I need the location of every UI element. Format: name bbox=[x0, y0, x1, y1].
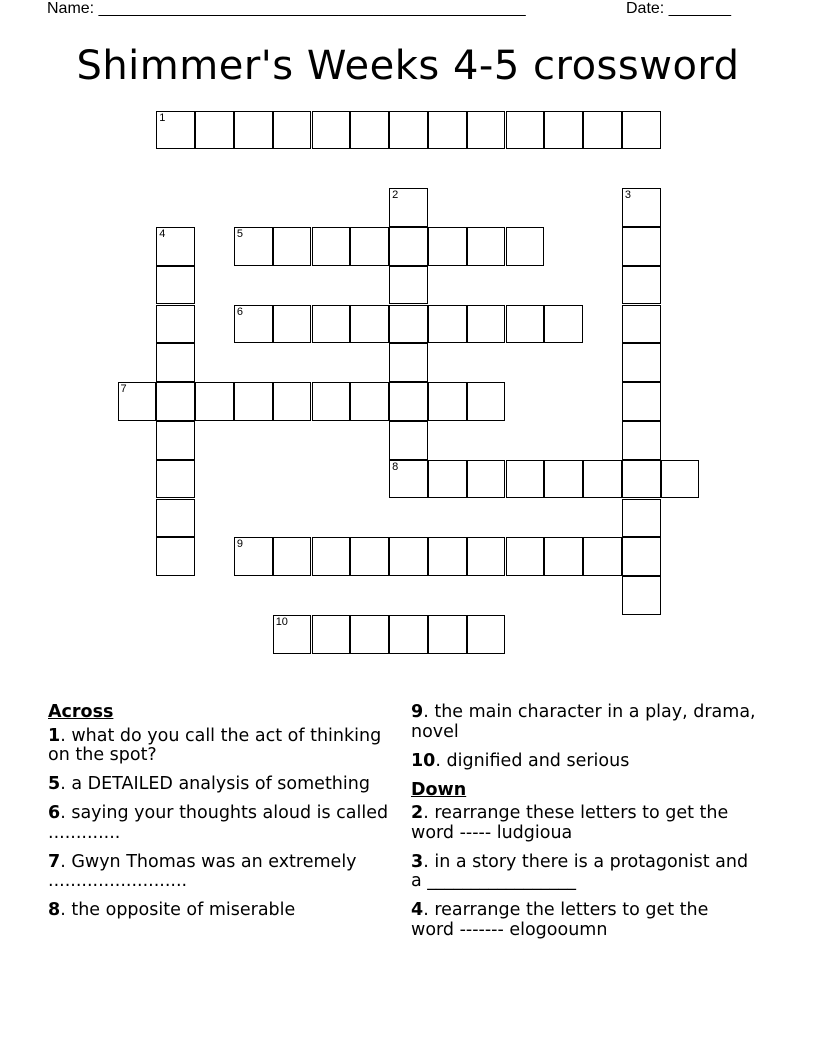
crossword-cell[interactable] bbox=[428, 305, 467, 344]
crossword-cell[interactable] bbox=[273, 111, 312, 150]
name-field[interactable]: Name: ________________________________________________ bbox=[47, 0, 526, 17]
crossword-cell[interactable] bbox=[156, 460, 195, 499]
crossword-cell[interactable] bbox=[312, 111, 351, 150]
crossword-cell[interactable] bbox=[195, 382, 234, 421]
crossword-cell[interactable] bbox=[195, 111, 234, 150]
crossword-cell[interactable] bbox=[234, 305, 273, 344]
crossword-cell[interactable] bbox=[312, 227, 351, 266]
crossword-cell[interactable] bbox=[350, 615, 389, 654]
clue-number: 8 bbox=[392, 460, 399, 473]
clue-number-label: 3 bbox=[411, 851, 424, 872]
clue-separator: . bbox=[435, 750, 441, 771]
clue-text: Gwyn Thomas was an extremely ......................... bbox=[48, 851, 357, 891]
clue-separator: . bbox=[60, 900, 66, 920]
crossword-cell[interactable] bbox=[156, 227, 195, 266]
crossword-cell[interactable] bbox=[506, 460, 545, 499]
crossword-cell[interactable] bbox=[622, 266, 661, 305]
crossword-cell[interactable] bbox=[273, 305, 312, 344]
crossword-cell[interactable] bbox=[312, 382, 351, 421]
across-heading: Across bbox=[48, 702, 114, 722]
clue-number: 3 bbox=[624, 189, 632, 202]
clue-number-label: 7 bbox=[48, 851, 61, 872]
crossword-cell[interactable] bbox=[428, 460, 467, 499]
crossword-cell[interactable] bbox=[156, 421, 195, 460]
crossword-cell[interactable] bbox=[467, 382, 506, 421]
clues-right-column bbox=[411, 703, 756, 950]
clue-number-label: 8 bbox=[48, 900, 61, 920]
clue-number-label: 5 bbox=[48, 774, 61, 794]
crossword-cell[interactable] bbox=[389, 460, 428, 499]
clue-number: 5 bbox=[236, 227, 244, 240]
crossword-cell[interactable] bbox=[156, 343, 195, 382]
crossword-cell[interactable] bbox=[428, 111, 467, 150]
clue-item bbox=[48, 727, 393, 766]
crossword-cell[interactable] bbox=[622, 382, 661, 421]
crossword-cell[interactable] bbox=[467, 460, 506, 499]
crossword-cell[interactable] bbox=[583, 537, 622, 576]
crossword-cell[interactable] bbox=[583, 460, 622, 499]
clue-item bbox=[411, 804, 756, 843]
clue-item bbox=[411, 703, 756, 742]
crossword-cell[interactable] bbox=[544, 460, 583, 499]
clue-text: in a story there is a protagonist and a _________________ bbox=[411, 851, 749, 891]
clue-number: 2 bbox=[392, 189, 399, 202]
clue-text: the opposite of miserable bbox=[65, 900, 296, 920]
clues-left-column bbox=[48, 703, 393, 930]
crossword-cell[interactable] bbox=[389, 227, 428, 266]
clue-text: saying your thoughts aloud is called ............. bbox=[48, 803, 389, 843]
clue-text: rearrange these letters to get the word ----- ludgioua bbox=[411, 803, 729, 843]
clue-item bbox=[411, 901, 756, 940]
clue-number-label: 4 bbox=[411, 900, 424, 920]
clue-separator: . bbox=[423, 803, 429, 823]
crossword-cell[interactable] bbox=[467, 537, 506, 576]
clue-item bbox=[48, 901, 393, 921]
crossword-cell[interactable] bbox=[273, 227, 312, 266]
crossword-cell[interactable] bbox=[118, 382, 157, 421]
clue-number: 1 bbox=[159, 111, 166, 124]
crossword-cell[interactable] bbox=[622, 460, 661, 499]
clue-separator: . bbox=[60, 851, 66, 872]
crossword-cell[interactable] bbox=[389, 111, 428, 150]
clue-number: 7 bbox=[120, 383, 127, 396]
clue-text: a DETAILED analysis of something bbox=[65, 774, 370, 794]
crossword-cell[interactable] bbox=[389, 382, 428, 421]
crossword-cell[interactable] bbox=[622, 537, 661, 576]
clue-item bbox=[48, 804, 393, 843]
crossword-cell[interactable] bbox=[389, 305, 428, 344]
crossword-cell[interactable] bbox=[583, 111, 622, 150]
crossword-cell[interactable] bbox=[467, 615, 506, 654]
clue-separator: . bbox=[60, 774, 66, 794]
crossword-cell[interactable] bbox=[389, 188, 428, 227]
crossword-cell[interactable] bbox=[506, 537, 545, 576]
crossword-cell[interactable] bbox=[350, 537, 389, 576]
crossword-cell[interactable] bbox=[544, 111, 583, 150]
crossword-cell[interactable] bbox=[312, 305, 351, 344]
clue-item bbox=[48, 775, 393, 795]
crossword-cell[interactable] bbox=[234, 382, 273, 421]
crossword-cell[interactable] bbox=[312, 537, 351, 576]
clue-number-label: 6 bbox=[48, 803, 61, 823]
crossword-cell[interactable] bbox=[428, 227, 467, 266]
crossword-cell[interactable] bbox=[156, 111, 195, 150]
clue-item bbox=[411, 853, 756, 892]
clue-number: 9 bbox=[236, 538, 244, 551]
crossword-cell[interactable] bbox=[156, 305, 195, 344]
clue-number-label: 10 bbox=[411, 750, 436, 771]
clue-number-label: 2 bbox=[411, 803, 424, 823]
clue-text: dignified and serious bbox=[440, 750, 630, 771]
crossword-cell[interactable] bbox=[273, 615, 312, 654]
crossword-cell[interactable] bbox=[622, 343, 661, 382]
crossword-cell[interactable] bbox=[156, 382, 195, 421]
crossword-cell[interactable] bbox=[467, 227, 506, 266]
down-heading: Down bbox=[411, 779, 467, 800]
crossword-cell[interactable] bbox=[622, 111, 661, 150]
clue-number: 4 bbox=[159, 227, 166, 240]
clue-separator: . bbox=[423, 900, 429, 920]
crossword-cell[interactable] bbox=[467, 111, 506, 150]
crossword-cell[interactable] bbox=[622, 576, 661, 615]
crossword-cell[interactable] bbox=[156, 266, 195, 305]
crossword-cell[interactable] bbox=[273, 537, 312, 576]
clue-separator: . bbox=[423, 702, 429, 722]
crossword-cell[interactable] bbox=[350, 227, 389, 266]
crossword-cell[interactable] bbox=[389, 615, 428, 654]
crossword-cell[interactable] bbox=[389, 537, 428, 576]
page-title: Shimmer's Weeks 4-5 crossword bbox=[76, 43, 740, 89]
crossword-cell[interactable] bbox=[156, 499, 195, 538]
clue-text: what do you call the act of thinking on the spot? bbox=[48, 725, 382, 765]
crossword-cell[interactable] bbox=[506, 111, 545, 150]
crossword-cell[interactable] bbox=[350, 305, 389, 344]
crossword-cell[interactable] bbox=[234, 537, 273, 576]
crossword-cell[interactable] bbox=[544, 305, 583, 344]
crossword-cell[interactable] bbox=[428, 615, 467, 654]
crossword-cell[interactable] bbox=[506, 305, 545, 344]
clue-separator: . bbox=[423, 851, 429, 872]
crossword-cell[interactable] bbox=[622, 421, 661, 460]
crossword-cell[interactable] bbox=[506, 227, 545, 266]
clue-text: rearrange the letters to get the word ------- elogooumn bbox=[411, 900, 709, 940]
clue-number-label: 1 bbox=[48, 725, 61, 746]
crossword-cell[interactable] bbox=[389, 266, 428, 305]
crossword-cell[interactable] bbox=[312, 615, 351, 654]
clue-number: 6 bbox=[236, 305, 244, 318]
crossword-cell[interactable] bbox=[234, 227, 273, 266]
crossword-cell[interactable] bbox=[428, 382, 467, 421]
crossword-cell[interactable] bbox=[273, 382, 312, 421]
crossword-cell[interactable] bbox=[661, 460, 700, 499]
clue-separator: . bbox=[60, 803, 66, 823]
date-field[interactable]: Date: _______ bbox=[626, 0, 731, 17]
crossword-cell[interactable] bbox=[622, 188, 661, 227]
crossword-cell[interactable] bbox=[467, 305, 506, 344]
crossword-cell[interactable] bbox=[622, 499, 661, 538]
crossword-cell[interactable] bbox=[389, 343, 428, 382]
crossword-cell[interactable] bbox=[622, 227, 661, 266]
clue-item bbox=[411, 752, 756, 772]
crossword-cell[interactable] bbox=[350, 382, 389, 421]
crossword-cell[interactable] bbox=[428, 537, 467, 576]
clue-text: the main character in a play, drama, novel bbox=[411, 702, 756, 742]
crossword-cell[interactable] bbox=[622, 305, 661, 344]
crossword-cell[interactable] bbox=[234, 111, 273, 150]
crossword-cell[interactable] bbox=[350, 111, 389, 150]
clue-item bbox=[48, 853, 393, 892]
crossword-cell[interactable] bbox=[389, 421, 428, 460]
clue-number: 10 bbox=[275, 615, 288, 628]
crossword-cell[interactable] bbox=[544, 537, 583, 576]
crossword-cell[interactable] bbox=[156, 537, 195, 576]
clue-separator: . bbox=[60, 725, 66, 746]
clue-number-label: 9 bbox=[411, 702, 424, 722]
